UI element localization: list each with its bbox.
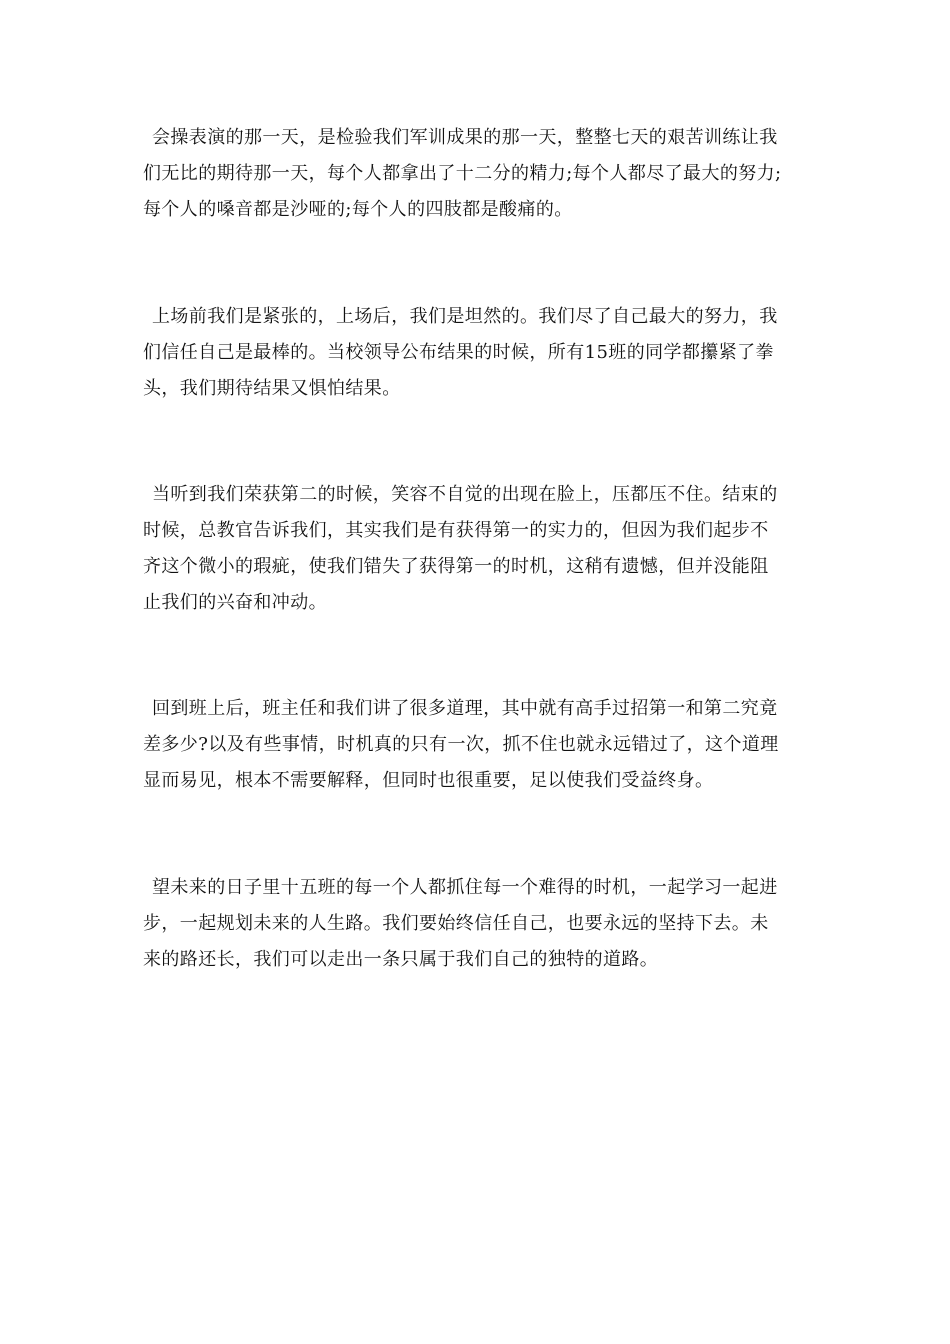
paragraph-line: 会操表演的那一天，是检验我们军训成果的那一天，整整七天的艰苦训练让我 (152, 127, 778, 148)
paragraph-line: 回到班上后，班主任和我们讲了很多道理，其中就有高手过招第一和第二究竟 (152, 698, 778, 719)
paragraph-line: 当听到我们荣获第二的时候，笑容不自觉的出现在脸上，压都压不住。结束的 (152, 484, 778, 505)
paragraph-line: 止我们的兴奋和冲动。 (143, 592, 327, 613)
paragraph-line: 步，一起规划未来的人生路。我们要始终信任自己，也要永远的坚持下去。未 (143, 913, 769, 934)
paragraph-line: 望未来的日子里十五班的每一个人都抓住每一个难得的时机，一起学习一起进 (152, 877, 778, 898)
paragraph-line: 们无比的期待那一天，每个人都拿出了十二分的精力;每个人都尽了最大的努力; (143, 163, 782, 184)
paragraph-line: 齐这个微小的瑕疵，使我们错失了获得第一的时机，这稍有遗憾，但并没能阻 (143, 556, 769, 577)
paragraph-line: 上场前我们是紧张的，上场后，我们是坦然的。我们尽了自己最大的努力，我 (152, 306, 778, 327)
paragraph-line: 时候，总教官告诉我们，其实我们是有获得第一的实力的，但因为我们起步不 (143, 520, 769, 541)
paragraph-line: 来的路还长，我们可以走出一条只属于我们自己的独特的道路。 (143, 949, 659, 970)
paragraph-line: 每个人的嗓音都是沙哑的;每个人的四肢都是酸痛的。 (143, 199, 573, 220)
paragraph-line: 差多少?以及有些事情，时机真的只有一次，抓不住也就永远错过了，这个道理 (143, 734, 779, 755)
paragraph-line: 头，我们期待结果又惧怕结果。 (143, 378, 401, 399)
paragraph-line: 们信任自己是最棒的。当校领导公布结果的时候，所有15班的同学都攥紧了拳 (143, 342, 774, 363)
paragraph-line: 显而易见，根本不需要解释，但同时也很重要，足以使我们受益终身。 (143, 770, 714, 791)
